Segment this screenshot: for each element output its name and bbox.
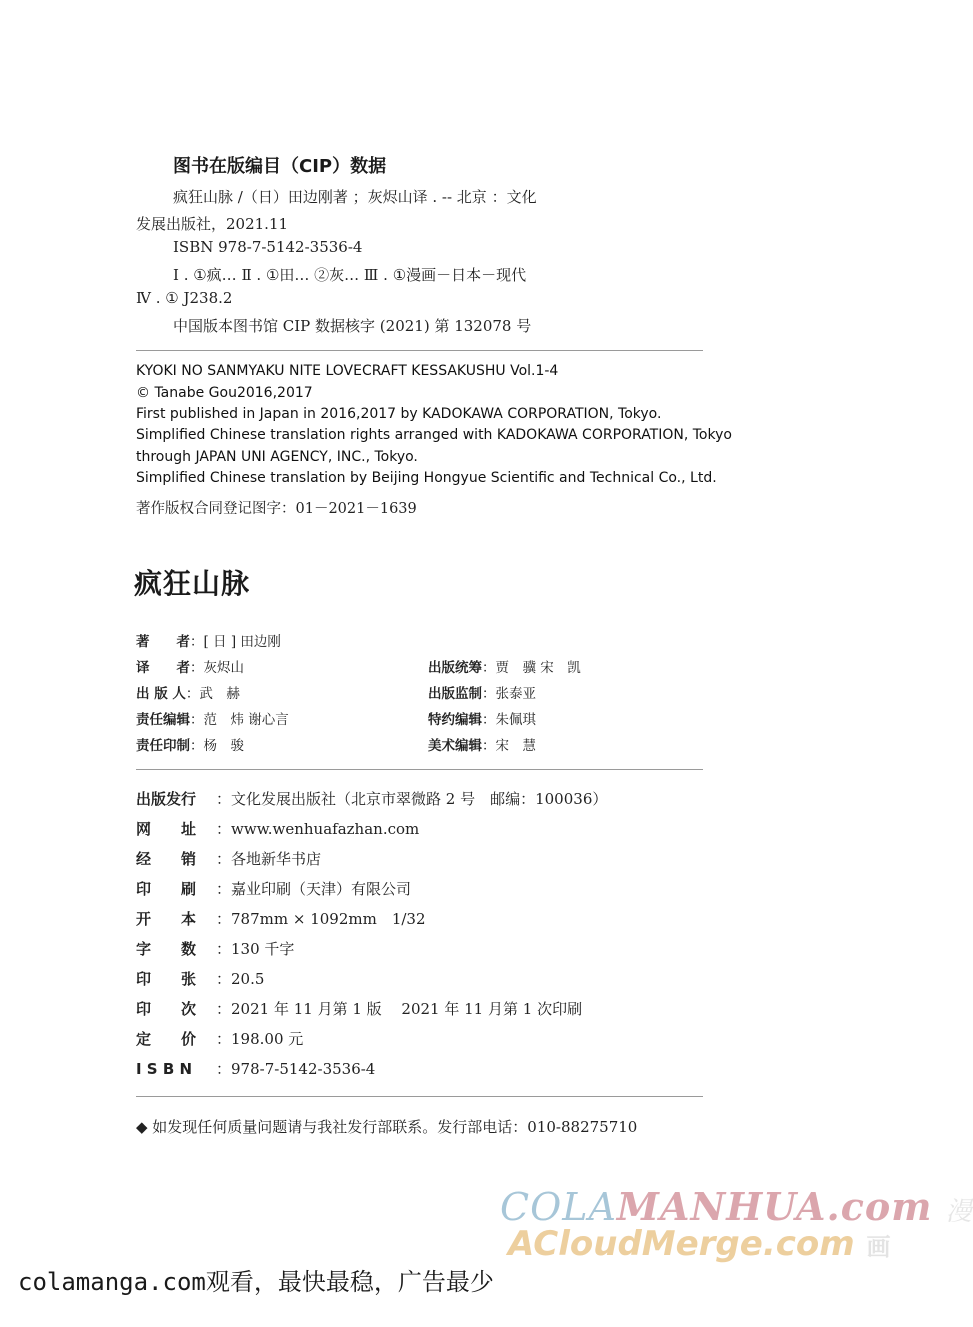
watermark-part: MANHUA.com bbox=[616, 1184, 933, 1229]
cip-title: 图书在版编目（CIP）数据 bbox=[173, 156, 387, 177]
pub-value: 20.5 bbox=[231, 970, 265, 988]
divider bbox=[136, 350, 703, 351]
pub-format: 开 本 ：787mm × 1092mm 1/32 bbox=[136, 910, 426, 928]
watermark-part: COLA bbox=[500, 1185, 617, 1229]
copyright-line: Simplified Chinese translation by Beijing Hongyue Scientific and Technical Co., Ltd. bbox=[136, 470, 717, 486]
pub-value: 198.00 元 bbox=[231, 1030, 304, 1048]
pub-label: 经 销 bbox=[136, 850, 197, 868]
cip-line: 疯狂山脉 /（日）田边刚著 ；灰烬山译 . -- 北京 ：文化 bbox=[173, 188, 537, 206]
credit-value: 宋 慧 bbox=[495, 738, 536, 754]
credit-author: 著 者：[ 日 ] 田边刚 bbox=[136, 634, 281, 650]
pub-word-count: 字 数 ：130 千字 bbox=[136, 940, 295, 958]
watermark-part: 画 bbox=[866, 1233, 891, 1261]
cip-line: 中国版本图书馆 CIP 数据核字 (2021) 第 132078 号 bbox=[173, 317, 532, 335]
cip-line: 发展出版社，2021.11 bbox=[136, 215, 289, 233]
credit-publisher: 出 版 人：武 赫 bbox=[136, 686, 240, 702]
copyright-line: First published in Japan in 2016,2017 by KADOKAWA CORPORATION, Tokyo. bbox=[136, 406, 662, 422]
watermark-logo[interactable] bbox=[500, 1184, 973, 1229]
pub-printer: 印 刷 ：嘉业印刷（天津）有限公司 bbox=[136, 880, 412, 898]
pub-value: 文化发展出版社（北京市翠微路 2 号 邮编：100036） bbox=[231, 790, 608, 808]
watermark-part: ACloudMerge.com bbox=[508, 1224, 855, 1264]
credit-coordinator: 出版统筹：贾 骥 宋 凯 bbox=[428, 660, 581, 676]
credit-label: 责任编辑 bbox=[136, 712, 190, 728]
divider bbox=[136, 1096, 703, 1097]
credit-art-editor: 美术编辑：宋 慧 bbox=[428, 738, 536, 754]
pub-label: 字 数 bbox=[136, 940, 197, 958]
pub-value: 各地新华书店 bbox=[231, 850, 322, 868]
pub-seller: 经 销 ：各地新华书店 bbox=[136, 850, 322, 868]
credit-label: 美术编辑 bbox=[428, 738, 482, 754]
pub-label: 印 刷 bbox=[136, 880, 197, 898]
credit-value: 杨 骏 bbox=[203, 738, 244, 754]
pub-edition: 印 次 ：2021 年 11 月第 1 版 2021 年 11 月第 1 次印刷 bbox=[136, 1000, 583, 1018]
pub-label: 印 张 bbox=[136, 970, 197, 988]
credit-value: 张泰亚 bbox=[495, 686, 536, 702]
copyright-line: © Tanabe Gou2016,2017 bbox=[136, 385, 313, 401]
credit-label: 译 者 bbox=[136, 660, 190, 676]
credit-value: 武 赫 bbox=[199, 686, 240, 702]
credit-label: 出 版 人 bbox=[136, 686, 186, 702]
pub-sheets: 印 张 ：20.5 bbox=[136, 970, 265, 988]
book-title: 疯狂山脉 bbox=[134, 567, 251, 600]
pub-isbn: I S B N ：978-7-5142-3536-4 bbox=[136, 1060, 376, 1078]
pub-label: 出版发行 bbox=[136, 790, 197, 808]
pub-label: I S B N bbox=[136, 1060, 193, 1078]
credit-value: 朱佩琪 bbox=[495, 712, 536, 728]
pub-value: 787mm × 1092mm 1/32 bbox=[231, 910, 426, 928]
site-footer-text: colamanga.com观看，最快最稳，广告最少 bbox=[18, 1268, 494, 1296]
credit-value: 范 炜 谢心言 bbox=[203, 712, 289, 728]
pub-label: 定 价 bbox=[136, 1030, 197, 1048]
quality-notice: ◆ 如发现任何质量问题请与我社发行部联系。发行部电话：010-88275710 bbox=[136, 1118, 638, 1136]
pub-value: www.wenhuafazhan.com bbox=[231, 820, 420, 838]
divider bbox=[136, 769, 703, 770]
copyright-line: through JAPAN UNI AGENCY, INC., Tokyo. bbox=[136, 449, 418, 465]
credit-value: 灰烬山 bbox=[203, 660, 244, 676]
credit-supervisor: 出版监制：张泰亚 bbox=[428, 686, 536, 702]
watermark-part: 漫 bbox=[945, 1197, 973, 1227]
credit-label: 著 者 bbox=[136, 634, 190, 650]
credit-label: 出版统筹 bbox=[428, 660, 482, 676]
pub-value: 978-7-5142-3536-4 bbox=[231, 1060, 376, 1078]
cip-line: Ⅰ . ①疯… Ⅱ . ①田… ②灰… Ⅲ . ①漫画－日本－现代 bbox=[173, 266, 527, 284]
pub-price: 定 价 ：198.00 元 bbox=[136, 1030, 304, 1048]
credit-label: 特约编辑 bbox=[428, 712, 482, 728]
credit-translator: 译 者：灰烬山 bbox=[136, 660, 244, 676]
credit-value: 贾 骥 宋 凯 bbox=[495, 660, 581, 676]
pub-value: 嘉业印刷（天津）有限公司 bbox=[231, 880, 412, 898]
watermark-logo[interactable] bbox=[508, 1224, 891, 1264]
pub-value: 130 千字 bbox=[231, 940, 295, 958]
cip-line: ISBN 978-7-5142-3536-4 bbox=[173, 238, 363, 256]
credit-special-editor: 特约编辑：朱佩琪 bbox=[428, 712, 536, 728]
credit-editor: 责任编辑：范 炜 谢心言 bbox=[136, 712, 289, 728]
credit-label: 责任印制 bbox=[136, 738, 190, 754]
copyright-line: KYOKI NO SANMYAKU NITE LOVECRAFT KESSAKUSHU Vol.1-4 bbox=[136, 363, 559, 379]
pub-distributor: 出版发行 ：文化发展出版社（北京市翠微路 2 号 邮编：100036） bbox=[136, 790, 608, 808]
pub-website: 网 址 ：www.wenhuafazhan.com bbox=[136, 820, 420, 838]
credit-print-manager: 责任印制：杨 骏 bbox=[136, 738, 244, 754]
credit-label: 出版监制 bbox=[428, 686, 482, 702]
copyright-line: Simplified Chinese translation rights arranged with KADOKAWA CORPORATION, Tokyo bbox=[136, 427, 732, 443]
pub-label: 网 址 bbox=[136, 820, 197, 838]
credit-value: [ 日 ] 田边刚 bbox=[203, 634, 281, 650]
pub-label: 印 次 bbox=[136, 1000, 197, 1018]
cip-line: Ⅳ . ① J238.2 bbox=[136, 289, 233, 307]
pub-value: 2021 年 11 月第 1 版 2021 年 11 月第 1 次印刷 bbox=[231, 1000, 583, 1018]
copyright-registration: 著作版权合同登记图字：01－2021－1639 bbox=[136, 501, 417, 517]
pub-label: 开 本 bbox=[136, 910, 197, 928]
